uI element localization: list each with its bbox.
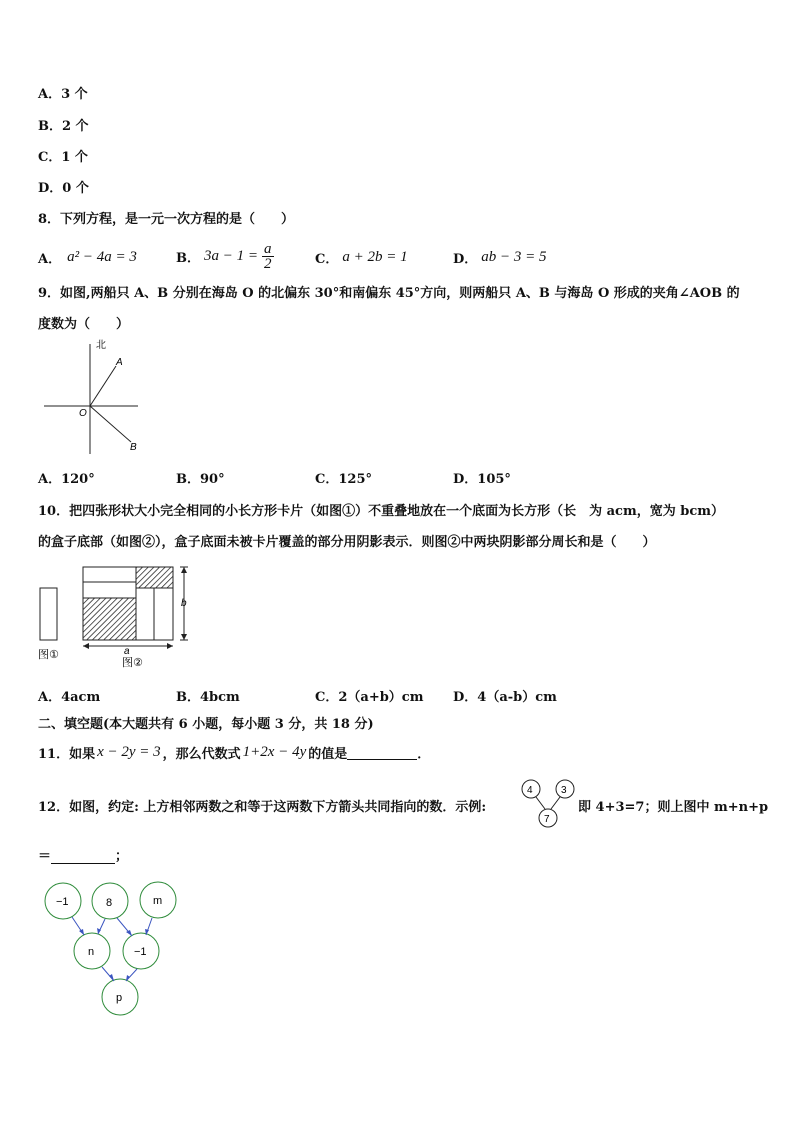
q10-option-b: B．4bcm (176, 690, 240, 705)
q8-option-a (38, 240, 137, 274)
q9-figure (38, 336, 148, 460)
q10-card (40, 588, 57, 640)
q12-equals: ＝ (38, 849, 52, 864)
q8-b-denominator: 2 (264, 255, 272, 272)
q9-option-a: A．120° (38, 472, 95, 487)
q10-option-d: D．4（a-b）cm (453, 690, 557, 705)
prev-option-a: A．3 个 (38, 87, 88, 102)
prev-option-c: C．1 个 (38, 150, 88, 165)
q10-option-c: C．2（a+b）cm (315, 690, 424, 705)
q9-stem-line2: 度数为（ ） (38, 317, 130, 332)
q12-stem-line1b: 即 4+3=7；则上图中 m+n+p (578, 800, 769, 815)
section-fill-in-header: 二、填空题(本大题共有 6 小题，每小题 3 分，共 18 分) (38, 717, 374, 732)
q9-option-c: C．125° (315, 472, 372, 487)
q8-d-math: ab − 3 = 5 (481, 248, 547, 265)
q12-example-bottom: 7 (544, 814, 550, 825)
q12-end: ； (115, 849, 129, 864)
q8-a-math: a² − 4a = 3 (67, 248, 137, 265)
q8-c-math: a + 2b = 1 (342, 248, 408, 265)
q12-example-figure (520, 777, 576, 829)
q11-prefix: 11．如果 (38, 746, 96, 762)
q9-label-b: B (130, 442, 137, 453)
q11-suffix: 的值是 (308, 746, 348, 762)
q11-condition: x − 2y = 3 (97, 743, 161, 760)
q12-stem-line1: 12．如图，约定: 上方相邻两数之和等于这两数下方箭头共同指向的数．示例: (38, 800, 487, 815)
q12-node-n: n (88, 946, 95, 958)
q8-d-label: D． (453, 251, 478, 267)
q12-node-top-mid: 8 (106, 897, 113, 909)
q8-option-d (453, 240, 547, 274)
q12-example-left: 4 (527, 785, 533, 796)
q10-label-b: b (181, 598, 187, 609)
q9-option-d: D．105° (453, 472, 511, 487)
q8-b-math-left: 3a − 1 = (204, 247, 258, 264)
q8-b-fraction (262, 242, 274, 271)
q10-caption-2: 图② (122, 657, 143, 669)
q10-caption-1: 图① (38, 649, 59, 661)
q10-shade-right (136, 567, 173, 588)
q9-option-b: B．90° (176, 472, 225, 487)
q9-label-o: O (79, 408, 87, 419)
q10-stem-line1: 10．把四张形状大小完全相同的小长方形卡片（如图①）不重叠地放在一个底面为长方形（长 为 acm，宽为 bcm） (38, 504, 724, 519)
q12-node-p: p (116, 992, 123, 1004)
q10-label-a: a (124, 646, 130, 657)
q11-line (38, 740, 430, 764)
q12-answer-line (38, 842, 128, 864)
q10-option-a: A．4acm (38, 690, 101, 705)
q11-mid: ，那么代数式 (162, 746, 241, 762)
q10-figure (36, 560, 196, 670)
q9-ray-a (90, 366, 116, 406)
q8-option-b (176, 236, 274, 276)
prev-option-d: D．0 个 (38, 181, 89, 196)
q8-stem: 8．下列方程，是一元一次方程的是（ ） (38, 212, 295, 227)
q10-stem-line2: 的盒子底部（如图②），盒子底面未被卡片覆盖的部分用阴影表示．则图②中两块阴影部分周长和是（ ） (38, 535, 656, 550)
q12-answer-blank[interactable] (51, 849, 115, 864)
q8-b-label: B． (176, 250, 200, 266)
q12-node-top-right: m (153, 895, 163, 907)
q8-a-label: A． (38, 251, 62, 267)
q9-stem-line1: 9．如图,两船只 A、B 分别在海岛 O 的北偏东 30°和南偏东 45°方向，则两船只 A、B 与海岛 O 形成的夹角∠AOB 的 (38, 286, 740, 301)
q12-node-mid-right: −1 (134, 946, 147, 958)
q12-node-top-left: −1 (56, 896, 69, 908)
q12-example-right: 3 (561, 785, 567, 796)
q9-label-a: A (116, 357, 123, 368)
q9-north-label: 北 (96, 340, 106, 351)
prev-option-b: B．2 个 (38, 119, 89, 134)
q11-end: ． (417, 746, 431, 762)
q8-c-label: C． (315, 251, 339, 267)
q11-answer-blank[interactable] (347, 745, 417, 760)
q12-figure (40, 874, 190, 1020)
q11-expression: 1+2x − 4y (242, 743, 307, 760)
q8-option-c (315, 240, 408, 274)
q9-ray-b (90, 406, 131, 442)
q8-b-numerator: a (264, 240, 272, 257)
q10-shade-left (83, 598, 136, 640)
